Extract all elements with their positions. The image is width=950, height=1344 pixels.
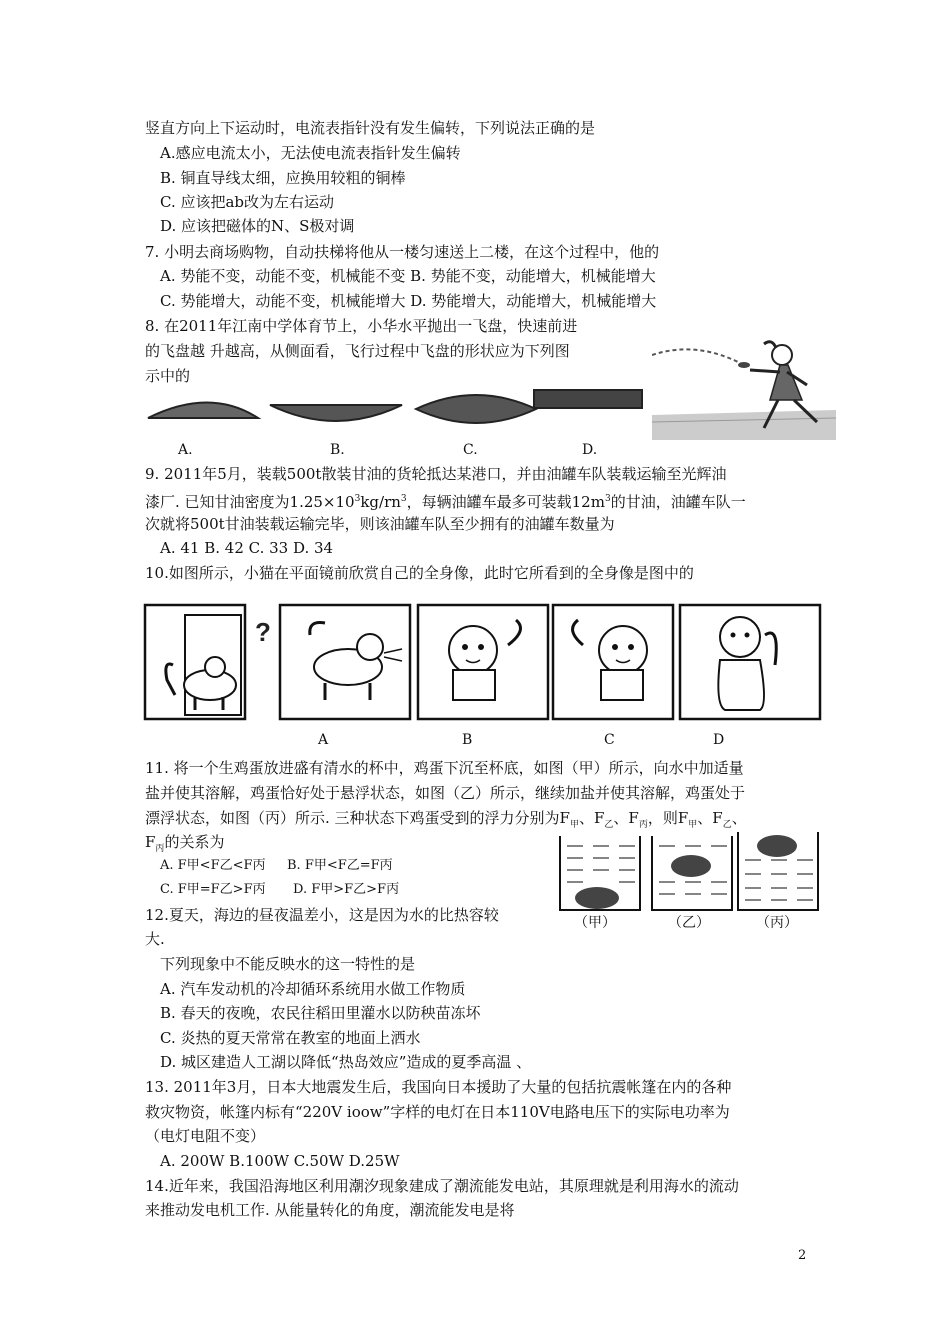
q11-l3-c: 、F	[613, 809, 639, 827]
q12-line-1: 12.夏天，海边的昼夜温差小，这是因为水的比热容较	[145, 906, 499, 924]
q8-label-c: C.	[463, 442, 478, 458]
frisbee-shape-d	[534, 390, 642, 408]
q9-line-2	[145, 489, 746, 512]
q10-stem: 10.如图所示，小猫在平面镜前欣赏自己的全身像，此时它所看到的全身像是图中的	[145, 564, 694, 582]
cat-option-c	[553, 605, 673, 719]
q11-line-2: 盐并使其溶解，鸡蛋恰好处于悬浮状态，如图（乙）所示，继续加盐并使其溶解，鸡蛋处于	[145, 784, 746, 802]
q13-line-2: 救灾物资，帐篷内标有“220V ioow”字样的电灯在日本110V电路电压下的实际电功率为	[145, 1103, 730, 1121]
q11-l3-s1: 甲	[569, 820, 579, 830]
q9-exp-2: 3	[400, 494, 407, 504]
cup-label-yi: （乙）	[668, 914, 710, 930]
q8-label-a: A.	[178, 442, 193, 458]
q14-line-2: 来推动发电机工作. 从能量转化的角度，潮流能发电是将	[145, 1201, 515, 1219]
q12-option-c: C. 炎热的夏天常常在教室的地面上洒水	[160, 1029, 421, 1047]
q11-line-4	[145, 832, 224, 859]
q9-exp-1: 3	[354, 494, 361, 504]
cat-option-a	[280, 605, 410, 719]
q10-label-d: D	[713, 732, 725, 748]
q12-option-b: B. 春天的夜晚，农民往稻田里灌水以防秧苗冻坏	[160, 1004, 481, 1022]
q11-l3-s3: 丙	[638, 820, 648, 830]
q10-question-mark: ?	[255, 617, 271, 647]
q7-options-ab: A. 势能不变，动能不变，机械能不变 B. 势能不变，动能增大，机械能增大	[160, 267, 656, 285]
q10-label-b: B	[462, 732, 473, 748]
q10-label-a: A	[318, 732, 329, 748]
cat-original	[145, 605, 245, 719]
q8-label-d: D.	[582, 442, 598, 458]
cat-mirror-figures	[140, 603, 830, 725]
q10-label-c: C	[604, 732, 615, 748]
q12-line-2: 大.	[145, 930, 165, 948]
page-number: 2	[798, 1248, 807, 1263]
q11-option-d: D. F甲>F乙>F丙	[293, 882, 400, 897]
q14-line-1: 14.近年来，我国沿海地区利用潮汐现象建成了潮流能发电站，其原理就是利用海水的流动	[145, 1177, 739, 1195]
q11-l3-s2: 乙	[604, 820, 614, 830]
q6-option-b: B. 铜直导线太细，应换用较粗的铜棒	[160, 169, 406, 187]
frisbee-shape-c	[416, 395, 536, 423]
q6-option-a: A.感应电流太小，无法使电流表指针发生偏转	[160, 144, 461, 162]
q6-stem: 竖直方向上下运动时，电流表指针没有发生偏转，下列说法正确的是	[145, 119, 596, 137]
cat-option-d	[680, 605, 820, 719]
q12-line-3: 下列现象中不能反映水的这一特性的是	[160, 955, 416, 973]
frisbee-shapes	[140, 385, 650, 435]
q8-line-3: 示中的	[145, 367, 191, 385]
frisbee-shape-b	[270, 405, 402, 421]
q9-exp-3: 3	[604, 494, 611, 504]
q12-option-a: A. 汽车发动机的冷却循环系统用水做工作物质	[160, 980, 466, 998]
q13-line-3: （电灯电阻不变）	[145, 1127, 266, 1145]
q7-options-cd: C. 势能增大，动能不变，机械能增大 D. 势能增大，动能增大，机械能增大	[160, 292, 657, 310]
cup-label-bing: （丙）	[756, 914, 798, 930]
q11-l3-d: ，则F	[647, 809, 689, 827]
q11-l3-f: 、	[731, 809, 747, 827]
q11-l3-s5: 乙	[722, 820, 732, 830]
cup-yi	[652, 836, 732, 910]
q11-option-c: C. F甲=F乙>F丙	[160, 882, 266, 897]
cup-label-jia: （甲）	[574, 914, 616, 930]
q12-option-d: D. 城区建造人工湖以降低“热岛效应”造成的夏季高温 、	[160, 1053, 532, 1071]
girl-throwing-frisbee-image	[652, 330, 836, 440]
q13-line-1: 13. 2011年3月，日本大地震发生后，我国向日本援助了大量的包括抗震帐篷在内的各种	[145, 1078, 732, 1096]
q11-l3-a: 漂浮状态，如图（丙）所示. 三种状态下鸡蛋受到的浮力分别为F	[145, 809, 570, 827]
q11-line-1: 11. 将一个生鸡蛋放进盛有清水的杯中，鸡蛋下沉至杯底，如图（甲）所示，向水中加适量	[145, 759, 744, 777]
cat-option-b	[418, 605, 548, 719]
cup-bing	[738, 832, 818, 910]
q9-line-3: 次就将500t甘油装载运输完毕，则该油罐车队至少拥有的油罐车数量为	[145, 515, 615, 533]
q9-line-2-b: kg/rn	[360, 493, 401, 511]
q9-options: A. 41 B. 42 C. 33 D. 34	[160, 539, 334, 557]
q8-line-1: 8. 在2011年江南中学体育节上，小华水平抛出一飞盘，快速前进	[145, 317, 578, 335]
q9-line-1: 9. 2011年5月，装载500t散装甘油的货轮抵达某港口，并由油罐车队装载运输至光辉油	[145, 465, 727, 483]
q7-stem: 7. 小明去商场购物，自动扶梯将他从一楼匀速送上二楼，在这个过程中，他的	[145, 243, 660, 261]
cup-jia	[560, 836, 640, 910]
q11-l3-b: 、F	[578, 809, 605, 827]
q6-option-d: D. 应该把磁体的N、S极对调	[160, 217, 355, 235]
frisbee-shape-a	[148, 403, 258, 419]
q8-line-2: 的飞盘越 升越高，从侧面看，飞行过程中飞盘的形状应为下列图	[145, 342, 570, 360]
q9-line-2-a: 漆厂. 已知甘油密度为1.25×10	[145, 493, 355, 511]
q11-l3-s4: 甲	[688, 820, 698, 830]
q6-option-c: C. 应该把ab改为左右运动	[160, 193, 335, 211]
q11-l4-s: 丙	[155, 844, 165, 854]
q8-label-b: B.	[330, 442, 345, 458]
q13-options: A. 200W B.100W C.50W D.25W	[160, 1152, 400, 1170]
q11-line-3	[145, 808, 747, 835]
q9-line-2-d: 的甘油，油罐车队一	[610, 493, 746, 511]
q11-option-a: A. F甲<F乙<F丙	[160, 858, 266, 873]
q11-option-b: B. F甲<F乙=F丙	[287, 858, 393, 873]
q11-l3-e: 、F	[697, 809, 723, 827]
q9-line-2-c: ，每辆油罐车最多可装载12m	[406, 493, 605, 511]
q11-l4-b: 的关系为	[164, 833, 225, 851]
q11-l4-a: F	[145, 833, 156, 851]
